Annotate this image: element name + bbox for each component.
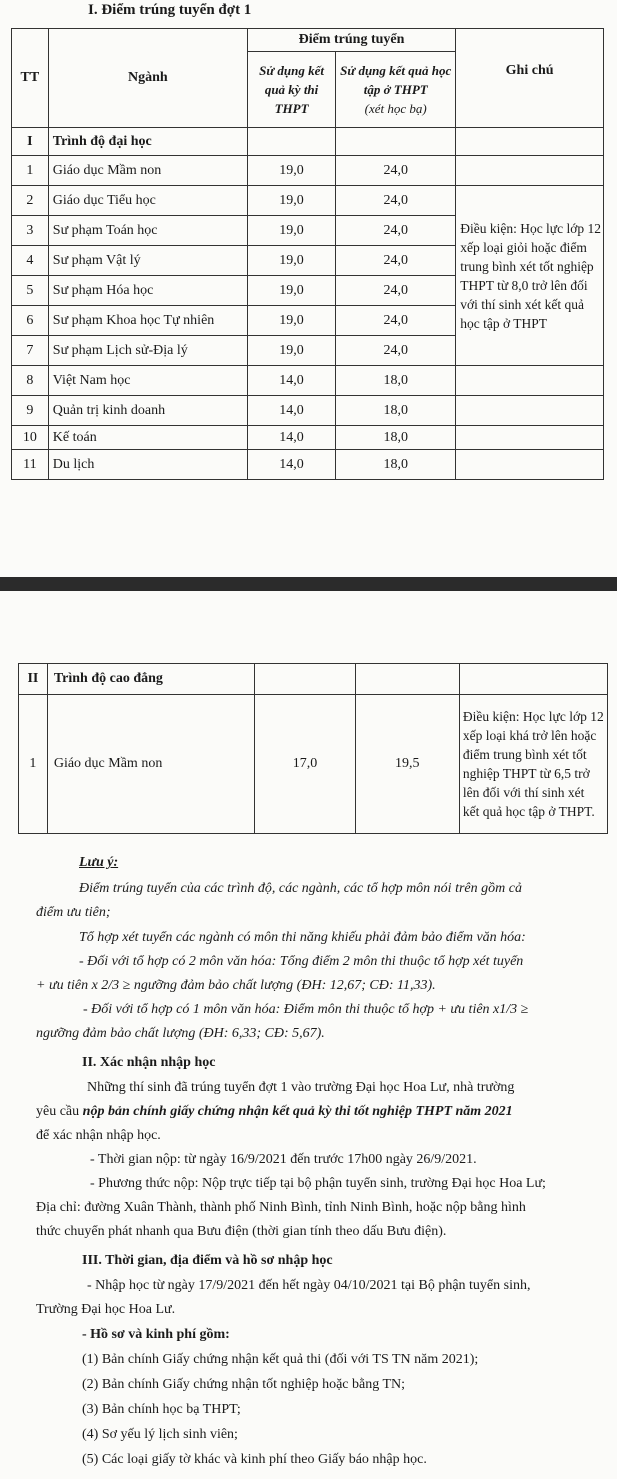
row-nganh: Giáo dục Tiểu học [48,186,247,216]
note-p1-line1: Điểm trúng tuyển của các trình độ, các ngành, các tổ hợp môn nói trên gồm cả [79,881,522,896]
level-row [12,128,604,156]
row-tt: 6 [12,306,49,336]
row-score-thpt: 14,0 [247,396,335,426]
row-score-hocba: 24,0 [336,336,456,366]
row-nganh: Quản trị kinh doanh [48,396,247,426]
row-score-hocba: 18,0 [336,450,456,480]
row-nganh: Sư phạm Khoa học Tự nhiên [48,306,247,336]
note-p3-line1: - Đối với tổ hợp có 2 môn văn hóa: Tổng điểm 2 môn thi thuộc tổ hợp xét tuyển [79,954,524,969]
header-col2-sub: (xét học bạ) [364,101,427,116]
note-p4-line2: ngưỡng đảm bảo chất lượng (ĐH: 6,33; CĐ: 5,67). [36,1026,325,1041]
row-nganh: Kế toán [48,426,247,450]
row-score-thpt: 17,0 [255,695,355,834]
table-row [12,156,604,186]
level-tt: II [19,664,48,695]
note-p4-line1: - Đối với tổ hợp có 1 môn văn hóa: Điểm môn thi thuộc tổ hợp + ưu tiên x1/3 ≥ [83,1002,529,1017]
note-condition-university: Điều kiện: Học lực lớp 12 xếp loại giỏi hoặc điểm trung bình xét tốt nghiệp THPT từ 8,0 trở lên đối với thí sinh xét kết quả học tập ở THPT [456,186,604,366]
header-col1: Sử dụng kết quả kỳ thi THPT [247,52,335,128]
list-item: (1) Bản chính Giấy chứng nhận kết quả thi (đối với TS TN năm 2021); [82,1352,479,1367]
page-top [0,0,617,577]
row-score-hocba: 24,0 [336,216,456,246]
row-score-thpt: 19,0 [247,216,335,246]
row-tt: 9 [12,396,49,426]
empty-cell [456,128,604,156]
note-p2: Tổ hợp xét tuyển các ngành có môn thi năng khiếu phải đảm bảo điểm văn hóa: [79,930,526,945]
row-tt: 11 [12,450,49,480]
level-tt: I [12,128,49,156]
row-score-thpt: 14,0 [247,450,335,480]
row-score-thpt: 19,0 [247,276,335,306]
row-tt: 7 [12,336,49,366]
table-row [12,396,604,426]
header-col2-main: Sử dụng kết quả học tập ở THPT [340,63,452,97]
empty-cell [456,366,604,396]
list-item: (3) Bản chính học bạ THPT; [82,1402,241,1417]
table-row [19,695,608,834]
row-score-thpt: 14,0 [247,426,335,450]
admission-table-university [11,28,604,480]
section3-subtitle: - Hồ sơ và kinh phí gồm: [82,1327,230,1342]
row-nganh: Giáo dục Mầm non [47,695,254,834]
row-tt: 4 [12,246,49,276]
empty-cell [459,664,607,695]
row-tt: 10 [12,426,49,450]
row-score-thpt: 19,0 [247,186,335,216]
row-score-hocba: 19,5 [355,695,459,834]
header-group: Điểm trúng tuyển [247,29,455,52]
row-nganh: Sư phạm Vật lý [48,246,247,276]
row-nganh: Du lịch [48,450,247,480]
empty-cell [336,128,456,156]
row-score-hocba: 24,0 [336,276,456,306]
table-row [12,426,604,450]
row-score-hocba: 18,0 [336,396,456,426]
list-item: (5) Các loại giấy tờ khác và kinh phí theo Giấy báo nhập học. [82,1452,427,1467]
row-nganh: Sư phạm Lịch sử-Địa lý [48,336,247,366]
row-tt: 1 [12,156,49,186]
table-row [12,366,604,396]
section3-p1-line1: - Nhập học từ ngày 17/9/2021 đến hết ngày 04/10/2021 tại Bộ phận tuyển sinh, [87,1278,531,1293]
section2-p1-line2-a: yêu cầu [36,1104,83,1119]
header-nganh: Ngành [48,29,247,128]
section3-p1-line2: Trường Đại học Hoa Lư. [36,1302,176,1317]
row-score-hocba: 24,0 [336,246,456,276]
section2-p1-line2 [36,1103,513,1121]
empty-cell [255,664,355,695]
empty-cell [456,396,604,426]
list-item: (2) Bản chính Giấy chứng nhận tốt nghiệp hoặc bằng TN; [82,1377,406,1392]
section1-title: I. Điểm trúng tuyển đợt 1 [88,2,252,18]
row-score-hocba: 24,0 [336,306,456,336]
level-label: Trình độ cao đẳng [47,664,254,695]
row-nganh: Giáo dục Mầm non [48,156,247,186]
level-row [19,664,608,695]
section2-p1-line1: Những thí sinh đã trúng tuyển đợt 1 vào trường Đại học Hoa Lư, nhà trường [87,1080,515,1095]
row-score-thpt: 14,0 [247,366,335,396]
empty-cell [355,664,459,695]
row-tt: 8 [12,366,49,396]
header-col2 [336,52,456,128]
table-header-row [12,29,604,52]
row-tt: 5 [12,276,49,306]
table-row [12,186,604,216]
row-tt: 1 [19,695,48,834]
note-condition-college: Điều kiện: Học lực lớp 12 xếp loại khá trở lên hoặc điểm trung bình xét tốt nghiệp THPT từ 6,5 trở lên đối với thí sinh xét kết quả học tập ở THPT. [459,695,607,834]
row-score-thpt: 19,0 [247,306,335,336]
note-p1-line2: điểm ưu tiên; [36,905,111,920]
row-tt: 2 [12,186,49,216]
note-title: Lưu ý: [79,855,119,870]
empty-cell [456,426,604,450]
list-item: (4) Sơ yếu lý lịch sinh viên; [82,1427,238,1442]
section2-p1-line2-b: nộp bản chính giấy chứng nhận kết quả kỳ thi tốt nghiệp THPT năm 2021 [82,1104,513,1119]
section2-p1-line3: để xác nhận nhập học. [36,1128,161,1143]
row-nganh: Việt Nam học [48,366,247,396]
row-score-thpt: 19,0 [247,336,335,366]
header-tt: TT [12,29,49,128]
level-label: Trình độ đại học [48,128,247,156]
note-p3-line2: + ưu tiên x 2/3 ≥ ngưỡng đảm bảo chất lượng (ĐH: 12,67; CĐ: 11,33). [36,978,436,993]
section3-title: III. Thời gian, địa điểm và hồ sơ nhập học [82,1253,333,1268]
row-tt: 3 [12,216,49,246]
table-row [12,450,604,480]
row-nganh: Sư phạm Hóa học [48,276,247,306]
empty-cell [456,156,604,186]
header-note: Ghi chú [456,29,604,128]
section2-p2: - Thời gian nộp: từ ngày 16/9/2021 đến trước 17h00 ngày 26/9/2021. [90,1152,477,1167]
section2-p3-line1: - Phương thức nộp: Nộp trực tiếp tại bộ phận tuyển sinh, trường Đại học Hoa Lư; [90,1176,546,1191]
row-score-hocba: 24,0 [336,186,456,216]
section2-title: II. Xác nhận nhập học [82,1055,216,1070]
page-break-divider [0,577,617,591]
row-score-hocba: 18,0 [336,426,456,450]
row-score-hocba: 24,0 [336,156,456,186]
row-score-hocba: 18,0 [336,366,456,396]
empty-cell [247,128,335,156]
admission-table-college [18,663,608,834]
row-score-thpt: 19,0 [247,246,335,276]
section2-p3-line3: thức chuyển phát nhanh qua Bưu điện (thời gian tính theo dấu Bưu điện). [36,1224,447,1239]
row-score-thpt: 19,0 [247,156,335,186]
empty-cell [456,450,604,480]
row-nganh: Sư phạm Toán học [48,216,247,246]
section2-p3-line2: Địa chỉ: đường Xuân Thành, thành phố Ninh Bình, tỉnh Ninh Bình, hoặc nộp bằng hình [36,1200,526,1215]
